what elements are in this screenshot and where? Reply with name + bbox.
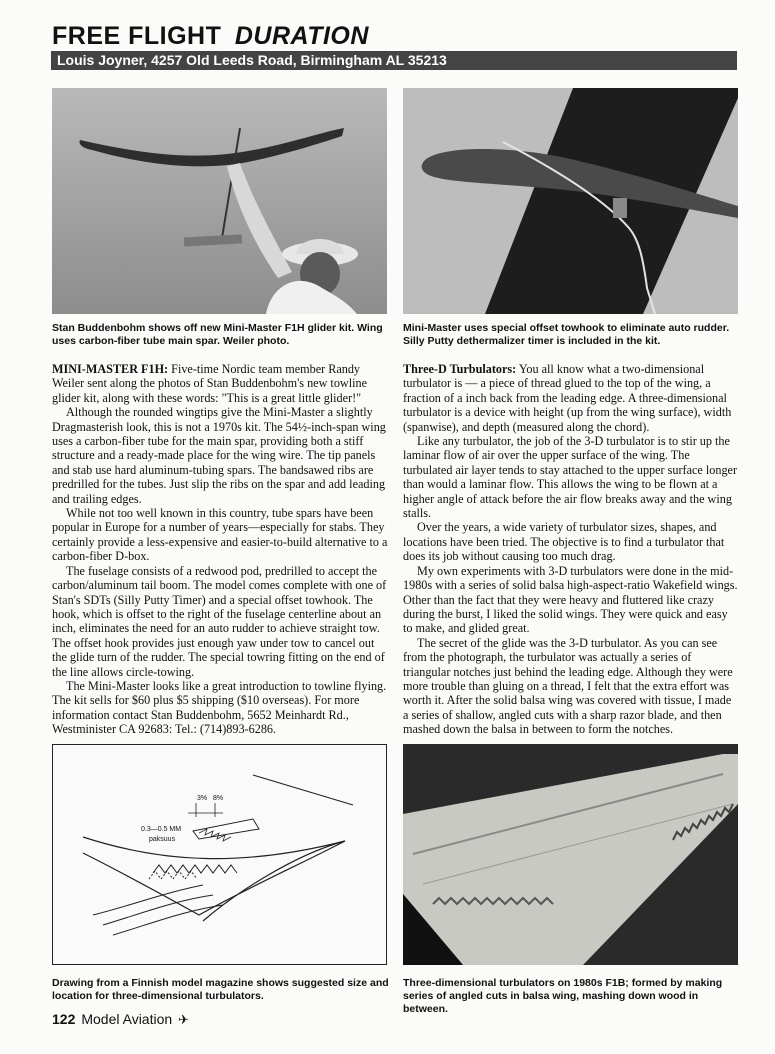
paragraph <box>52 362 389 405</box>
bottom-right-caption: Three-dimensional turbulators on 1980s F1B; formed by making series of angled cuts in balsa wing, mashing down wood in between. <box>403 977 723 1015</box>
title-sub: DURATION <box>234 22 369 50</box>
drawing-label: 3% <box>197 795 208 802</box>
glider-launch-photo <box>52 88 387 314</box>
paragraph: The Mini-Master looks like a great introduction to towline flying. The kit sells for $60 plus $5 shipping ($10 overseas). For more information contact Stan Buddenbohm, 5652 Meinhardt Rd., Westminister CA 92683: Tel.: (714)893-6286. <box>52 678 387 737</box>
left-article-column <box>52 362 389 737</box>
towhook-photo <box>403 88 738 314</box>
paragraph: Although the rounded wingtips give the Mini-Master a slightly Dragmasterish look, this is not a 1970s kit. The 54½-inch-span wing uses a carbon-fiber tube for the main spar, providing both a stiff structure and a ready-made place for the wing wire. The tip panels and stab use hard aluminum-tubing spars. The bandsawed ribs are predrilled for the tubes. Just slip the ribs on the spar and add leading and trailing edges. <box>52 405 386 506</box>
drawing-caption: Drawing from a Finnish model magazine shows suggested size and location for three-dimensional turbulators. <box>52 977 389 1002</box>
top-right-caption: Mini-Master uses special offset towhook to eliminate auto rudder. Silly Putty dethermalizer timer is included in the kit. <box>403 322 730 347</box>
f1b-wing-photo <box>403 744 738 965</box>
airplane-icon: ✈ <box>178 1012 190 1027</box>
section-heading: MINI-MASTER F1H: <box>52 362 169 376</box>
author-address-bar: Louis Joyner, 4257 Old Leeds Road, Birmingham AL 35213 <box>51 51 737 70</box>
magazine-name: Model Aviation <box>81 1011 173 1027</box>
section-heading: Three-D Turbulators: <box>403 362 517 376</box>
drawing-label: 8% <box>213 795 224 802</box>
paragraph: Over the years, a wide variety of turbulator sizes, shapes, and locations have been tried. The objective is to find a turbulator that does its job without causing too much drag. <box>403 520 725 564</box>
page-title <box>52 22 369 50</box>
paragraph: The secret of the glide was the 3-D turbulator. As you can see from the photograph, the turbulator was actually a series of triangular notches just behind the leading edge. Although they were more trouble than gluing on a thread, I felt that the extra effort was worth it. After the solid balsa wing was covered with tissue, I made a series of shallow, angled cuts with a sharp razor blade, and then mashed down the balsa in between to form the notches. <box>403 635 733 737</box>
right-article-column <box>403 362 738 737</box>
drawing-label: 0.3—0.5 MM <box>141 826 182 833</box>
paragraph: The fuselage consists of a redwood pod, predrilled to accept the carbon/aluminum tail boom. The model comes complete with one of Stan's SDTs (Silly Putty Timer) and a special offset towhook. The hook, which is offset to the right of the fuselage centerline about an inch, eliminates the need for an auto rudder to achieve straight tow. The offset hook provides just enough yaw under tow to cancel out the glide turn of the rudder. The special towring fitting on the end of the line allows circle-towing. <box>52 563 387 679</box>
paragraph <box>403 362 738 434</box>
top-left-caption: Stan Buddenbohm shows off new Mini-Master F1H glider kit. Wing uses carbon-fiber tube main spar. Weiler photo. <box>52 322 383 347</box>
page-number: 122 <box>52 1011 76 1027</box>
paragraph: While not too well known in this country, tube spars have been popular in Europe for a number of years—especially for stabs. They certainly provide a less-expensive and easier-to-build alternative to a carbon-fiber D-box. <box>52 506 388 564</box>
title-main: FREE FLIGHT <box>52 22 222 50</box>
paragraph-text: You all know what a two-dimensional turbulator is — a piece of thread glued to the top of the wing, a fraction of a inch back from the leading edge. A three-dimensional turbulator is a device with height (up from the wing surface), width (spanwise), and depth (measured along the chord). <box>403 362 732 434</box>
page-footer <box>52 1010 189 1029</box>
paragraph: My own experiments with 3-D turbulators were done in the mid-1980s with a series of solid balsa high-aspect-ratio Wakefield wings. Other than the fact that they were heavy and fluttered like crazy during the burst, I liked the solid wings. They were quick and easy to make, and glided great. <box>403 563 738 636</box>
drawing-label: paksuus <box>149 836 176 843</box>
paragraph-text: Five-time Nordic team member Randy Weiler sent along the photos of Stan Buddenbohm's new towline glider kit, along with these words: "This is a great little glider!" <box>52 362 367 405</box>
paragraph: Like any turbulator, the job of the 3-D turbulator is to stir up the laminar flow of air over the upper surface of the wing. The turbulated air layer tends to stay attached to the upper surface longer than would a laminar flow. This allows the wing to be flown at a higher angle of attack before the air flow breaks away and the wing stalls. <box>403 434 738 521</box>
turbulator-drawing <box>52 744 387 965</box>
